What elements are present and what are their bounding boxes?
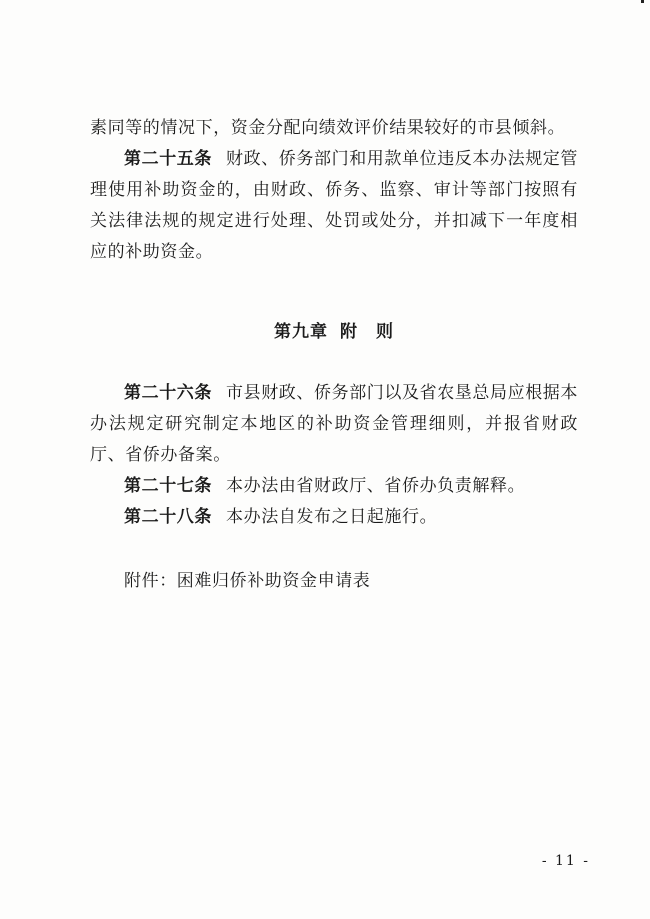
article-28-text: 本办法自发布之日起施行。 [226,507,438,527]
attachment-block [90,566,578,597]
attachment-line [90,566,578,597]
article-28-label: 第二十八条 [124,507,212,527]
article-27 [90,471,578,502]
chapter-heading [90,317,578,342]
corner-mark [641,0,644,3]
continued-text: 素同等的情况下，资金分配向绩效评价结果较好的市县倾斜。 [90,118,566,138]
chapter-number: 第九章 [274,322,328,342]
article-block-top [90,113,578,268]
attachment-text: 附件：困难归侨补助资金申请表 [124,571,371,591]
article-26-text: 市县财政、侨务部门以及省农垦总局应根据本办法规定研究制定本地区的补助资金管理细则，并报省财政厅、省侨办备案。 [90,383,578,465]
continued-paragraph [90,113,578,144]
article-27-label: 第二十七条 [124,476,212,496]
article-26-label: 第二十六条 [124,383,212,403]
article-25-text: 财政、侨务部门和用款单位违反本办法规定管理使用补助资金的，由财政、侨务、监察、审计等部门按照有关法律法规的规定进行处理、处罚或处分，并扣减下一年度相应的补助资金。 [90,149,578,262]
page-number: - 11 - [541,853,590,869]
article-28 [90,502,578,533]
chapter-title: 附 则 [340,322,394,342]
article-25 [90,144,578,268]
article-25-label: 第二十五条 [124,149,212,169]
article-block-bottom [90,378,578,533]
article-27-text: 本办法由省财政厅、省侨办负责解释。 [226,476,526,496]
article-26 [90,378,578,471]
